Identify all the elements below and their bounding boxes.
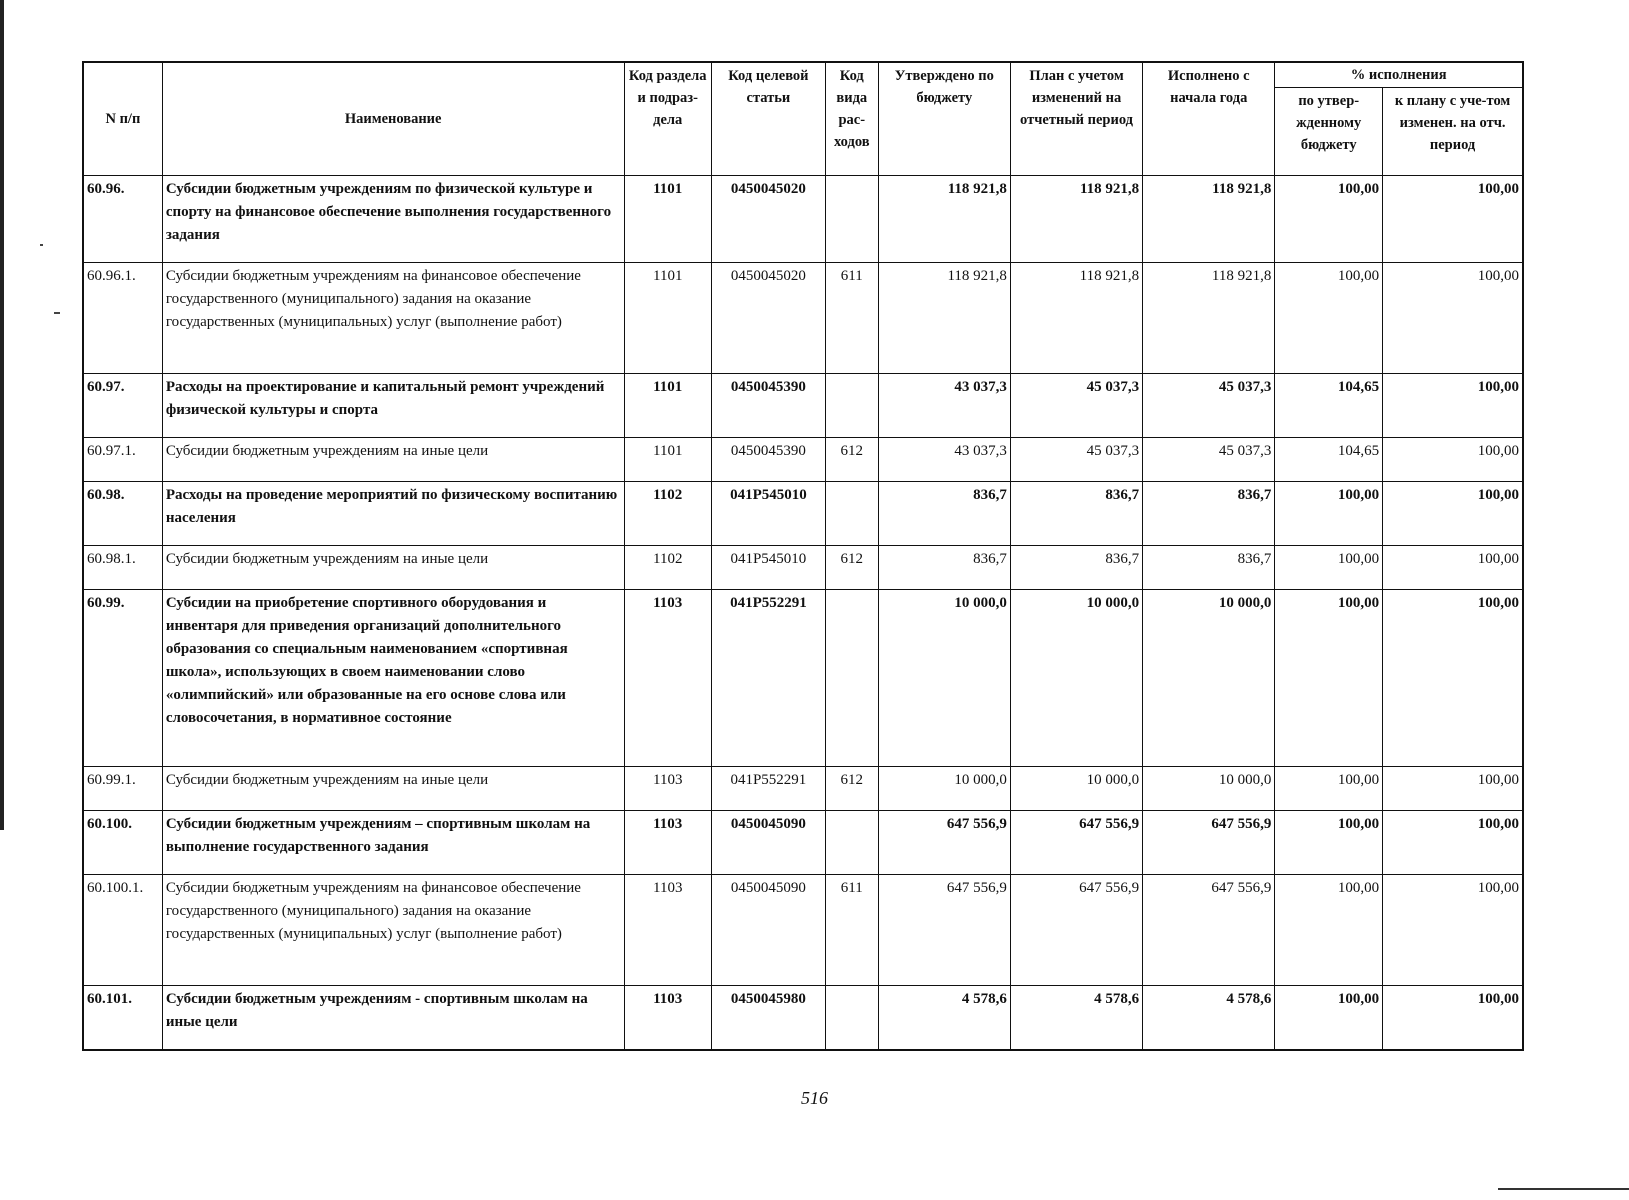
cell-num: 60.99. <box>83 590 162 767</box>
table-row <box>83 374 1523 438</box>
cell-isp: 647 556,9 <box>1143 811 1275 875</box>
cell-pct-budget: 100,00 <box>1275 546 1383 590</box>
table-row <box>83 176 1523 263</box>
cell-razdel: 1101 <box>624 438 711 482</box>
cell-plan: 10 000,0 <box>1010 767 1142 811</box>
cell-name: Субсидии бюджетным учреждениям – спортивным школам на выполнение государственного задания <box>162 811 624 875</box>
cell-vid <box>825 482 878 546</box>
cell-utv: 836,7 <box>878 482 1010 546</box>
table-row <box>83 590 1523 767</box>
cell-plan: 45 037,3 <box>1010 438 1142 482</box>
cell-utv: 647 556,9 <box>878 811 1010 875</box>
cell-name: Субсидии на приобретение спортивного оборудования и инвентаря для приведения организаций дополнительного образования со специальным наименованием «спортивная школа», использующих в своем наименовании слово «олимпийский» или образованные на его основе слова или словосочетания, в нормативное состояние <box>162 590 624 767</box>
cell-isp: 647 556,9 <box>1143 875 1275 986</box>
cell-pct-plan: 100,00 <box>1383 482 1523 546</box>
cell-vid <box>825 374 878 438</box>
header-plan: План с учетом изменений на отчетный период <box>1010 62 1142 176</box>
page-number: 516 <box>801 1088 828 1108</box>
cell-pct-budget: 100,00 <box>1275 590 1383 767</box>
cell-celevaya: 0450045980 <box>711 986 825 1050</box>
cell-vid: 612 <box>825 767 878 811</box>
table-row <box>83 986 1523 1050</box>
cell-pct-plan: 100,00 <box>1383 590 1523 767</box>
cell-utv: 118 921,8 <box>878 176 1010 263</box>
table-row <box>83 263 1523 374</box>
cell-pct-plan: 100,00 <box>1383 546 1523 590</box>
cell-name: Расходы на проведение мероприятий по физическому воспитанию населения <box>162 482 624 546</box>
cell-celevaya: 041P552291 <box>711 767 825 811</box>
table-row <box>83 482 1523 546</box>
cell-isp: 4 578,6 <box>1143 986 1275 1050</box>
cell-pct-plan: 100,00 <box>1383 811 1523 875</box>
cell-name: Субсидии бюджетным учреждениям на иные цели <box>162 546 624 590</box>
table-body <box>83 176 1523 1050</box>
cell-name: Субсидии бюджетным учреждениям на финансовое обеспечение государственного (муниципального) задания на оказание государственных (муниципальных) услуг (выполнение работ) <box>162 263 624 374</box>
cell-pct-budget: 100,00 <box>1275 811 1383 875</box>
cell-celevaya: 0450045090 <box>711 875 825 986</box>
cell-name: Субсидии бюджетным учреждениям по физической культуре и спорту на финансовое обеспечение выполнения государственного задания <box>162 176 624 263</box>
cell-razdel: 1101 <box>624 263 711 374</box>
cell-pct-budget: 104,65 <box>1275 374 1383 438</box>
cell-plan: 647 556,9 <box>1010 811 1142 875</box>
cell-plan: 836,7 <box>1010 546 1142 590</box>
cell-celevaya: 041P552291 <box>711 590 825 767</box>
cell-utv: 10 000,0 <box>878 590 1010 767</box>
cell-isp: 836,7 <box>1143 482 1275 546</box>
header-pct-budget: по утвер-жденному бюджету <box>1275 88 1383 176</box>
cell-pct-budget: 100,00 <box>1275 767 1383 811</box>
cell-razdel: 1103 <box>624 811 711 875</box>
cell-celevaya: 041P545010 <box>711 482 825 546</box>
cell-pct-plan: 100,00 <box>1383 263 1523 374</box>
cell-vid <box>825 811 878 875</box>
cell-celevaya: 0450045390 <box>711 438 825 482</box>
cell-pct-plan: 100,00 <box>1383 986 1523 1050</box>
table-row <box>83 875 1523 986</box>
cell-vid: 612 <box>825 546 878 590</box>
cell-celevaya: 0450045020 <box>711 263 825 374</box>
cell-num: 60.96. <box>83 176 162 263</box>
header-num: N п/п <box>83 62 162 176</box>
cell-name: Субсидии бюджетным учреждениям - спортивным школам на иные цели <box>162 986 624 1050</box>
cell-num: 60.98.1. <box>83 546 162 590</box>
cell-plan: 118 921,8 <box>1010 176 1142 263</box>
budget-table <box>82 61 1524 1051</box>
table-row <box>83 438 1523 482</box>
cell-isp: 45 037,3 <box>1143 438 1275 482</box>
header-isp: Исполнено с начала года <box>1143 62 1275 176</box>
cell-celevaya: 041P545010 <box>711 546 825 590</box>
cell-pct-plan: 100,00 <box>1383 875 1523 986</box>
header-name: Наименование <box>162 62 624 176</box>
cell-name: Расходы на проектирование и капитальный ремонт учреждений физической культуры и спорта <box>162 374 624 438</box>
cell-utv: 43 037,3 <box>878 438 1010 482</box>
cell-vid <box>825 986 878 1050</box>
cell-isp: 45 037,3 <box>1143 374 1275 438</box>
cell-pct-budget: 100,00 <box>1275 176 1383 263</box>
cell-celevaya: 0450045090 <box>711 811 825 875</box>
footer-line <box>1498 1188 1629 1190</box>
cell-pct-plan: 100,00 <box>1383 374 1523 438</box>
cell-plan: 45 037,3 <box>1010 374 1142 438</box>
cell-razdel: 1101 <box>624 176 711 263</box>
table-header <box>83 62 1523 176</box>
header-pct: % исполнения <box>1275 62 1523 88</box>
cell-num: 60.99.1. <box>83 767 162 811</box>
cell-isp: 10 000,0 <box>1143 767 1275 811</box>
cell-name: Субсидии бюджетным учреждениям на иные цели <box>162 767 624 811</box>
cell-celevaya: 0450045390 <box>711 374 825 438</box>
cell-plan: 647 556,9 <box>1010 875 1142 986</box>
cell-razdel: 1103 <box>624 875 711 986</box>
cell-razdel: 1102 <box>624 482 711 546</box>
cell-pct-plan: 100,00 <box>1383 176 1523 263</box>
cell-plan: 118 921,8 <box>1010 263 1142 374</box>
cell-plan: 10 000,0 <box>1010 590 1142 767</box>
cell-isp: 118 921,8 <box>1143 176 1275 263</box>
cell-razdel: 1101 <box>624 374 711 438</box>
cell-isp: 118 921,8 <box>1143 263 1275 374</box>
cell-pct-plan: 100,00 <box>1383 438 1523 482</box>
cell-pct-budget: 104,65 <box>1275 438 1383 482</box>
table-row <box>83 767 1523 811</box>
cell-num: 60.97. <box>83 374 162 438</box>
cell-celevaya: 0450045020 <box>711 176 825 263</box>
cell-isp: 10 000,0 <box>1143 590 1275 767</box>
cell-name: Субсидии бюджетным учреждениям на иные цели <box>162 438 624 482</box>
cell-pct-budget: 100,00 <box>1275 875 1383 986</box>
cell-pct-budget: 100,00 <box>1275 986 1383 1050</box>
cell-vid: 612 <box>825 438 878 482</box>
cell-num: 60.101. <box>83 986 162 1050</box>
cell-num: 60.96.1. <box>83 263 162 374</box>
cell-num: 60.98. <box>83 482 162 546</box>
cell-num: 60.100. <box>83 811 162 875</box>
cell-vid: 611 <box>825 263 878 374</box>
cell-vid: 611 <box>825 875 878 986</box>
cell-plan: 836,7 <box>1010 482 1142 546</box>
cell-vid <box>825 590 878 767</box>
cell-isp: 836,7 <box>1143 546 1275 590</box>
cell-pct-plan: 100,00 <box>1383 767 1523 811</box>
cell-pct-budget: 100,00 <box>1275 482 1383 546</box>
cell-utv: 647 556,9 <box>878 875 1010 986</box>
cell-utv: 836,7 <box>878 546 1010 590</box>
cell-utv: 4 578,6 <box>878 986 1010 1050</box>
cell-num: 60.97.1. <box>83 438 162 482</box>
cell-razdel: 1102 <box>624 546 711 590</box>
scan-mark <box>40 244 43 246</box>
scan-mark <box>54 312 60 314</box>
cell-razdel: 1103 <box>624 767 711 811</box>
scan-edge-line <box>0 0 4 830</box>
cell-razdel: 1103 <box>624 986 711 1050</box>
header-pct-plan: к плану с уче-том изменен. на отч. период <box>1383 88 1523 176</box>
cell-razdel: 1103 <box>624 590 711 767</box>
table-row <box>83 811 1523 875</box>
cell-utv: 118 921,8 <box>878 263 1010 374</box>
cell-pct-budget: 100,00 <box>1275 263 1383 374</box>
cell-vid <box>825 176 878 263</box>
table-row <box>83 546 1523 590</box>
header-utv: Утверждено по бюджету <box>878 62 1010 176</box>
header-razdel: Код раздела и подраз-дела <box>624 62 711 176</box>
cell-plan: 4 578,6 <box>1010 986 1142 1050</box>
header-celevaya: Код целевой статьи <box>711 62 825 176</box>
header-vid: Код вида рас-ходов <box>825 62 878 176</box>
cell-utv: 43 037,3 <box>878 374 1010 438</box>
cell-num: 60.100.1. <box>83 875 162 986</box>
cell-utv: 10 000,0 <box>878 767 1010 811</box>
cell-name: Субсидии бюджетным учреждениям на финансовое обеспечение государственного (муниципального) задания на оказание государственных (муниципальных) услуг (выполнение работ) <box>162 875 624 986</box>
